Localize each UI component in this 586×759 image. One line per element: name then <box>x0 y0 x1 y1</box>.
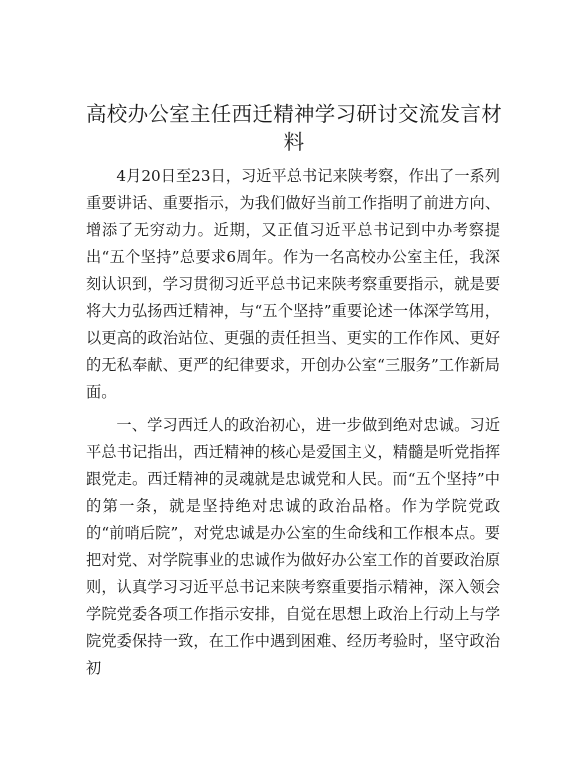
paragraph-section-one: 一、学习西迁人的政治初心，进一步做到绝对忠诚。习近平总书记指出，西迁精神的核心是爱国主义，精髓是听党指挥跟党走。西迁精神的灵魂就是忠诚党和人民。而“五个坚持”中的第一条，就是坚持绝对忠诚的政治品格。作为学院党政的“前哨后院”，对党忠诚是办公室的生命线和工作根本点。要把对党、对学院事业的忠诚作为做好办公室工作的首要政治原则，认真学习习近平总书记来陕考察重要指示精神，深入领会学院党委各项工作指示安排，自觉在思想上政治上行动上与学院党委保持一致，在工作中遇到困难、经历考验时，坚守政治初 <box>86 416 500 677</box>
document-body <box>86 163 500 682</box>
document-title: 高校办公室主任西迁精神学习研讨交流发言材料 <box>86 102 502 154</box>
paragraph-intro: 4月20日至23日，习近平总书记来陕考察，作出了一系列重要讲话、重要指示，为我们做好当前工作指明了前进方向、增添了无穷动力。近期，又正值习近平总书记到中办考察提出“五个坚持”总要求6周年。作为一名高校办公室主任，我深刻认识到，学习贯彻习近平总书记来陕考察重要指示，就是要将大力弘扬西迁精神，与“五个坚持”重要论述一体深学笃用，以更高的政治站位、更强的责任担当、更实的工作作风、更好的无私奉献、更严的纪律要求，开创办公室“三服务”工作新局面。 <box>86 167 500 401</box>
